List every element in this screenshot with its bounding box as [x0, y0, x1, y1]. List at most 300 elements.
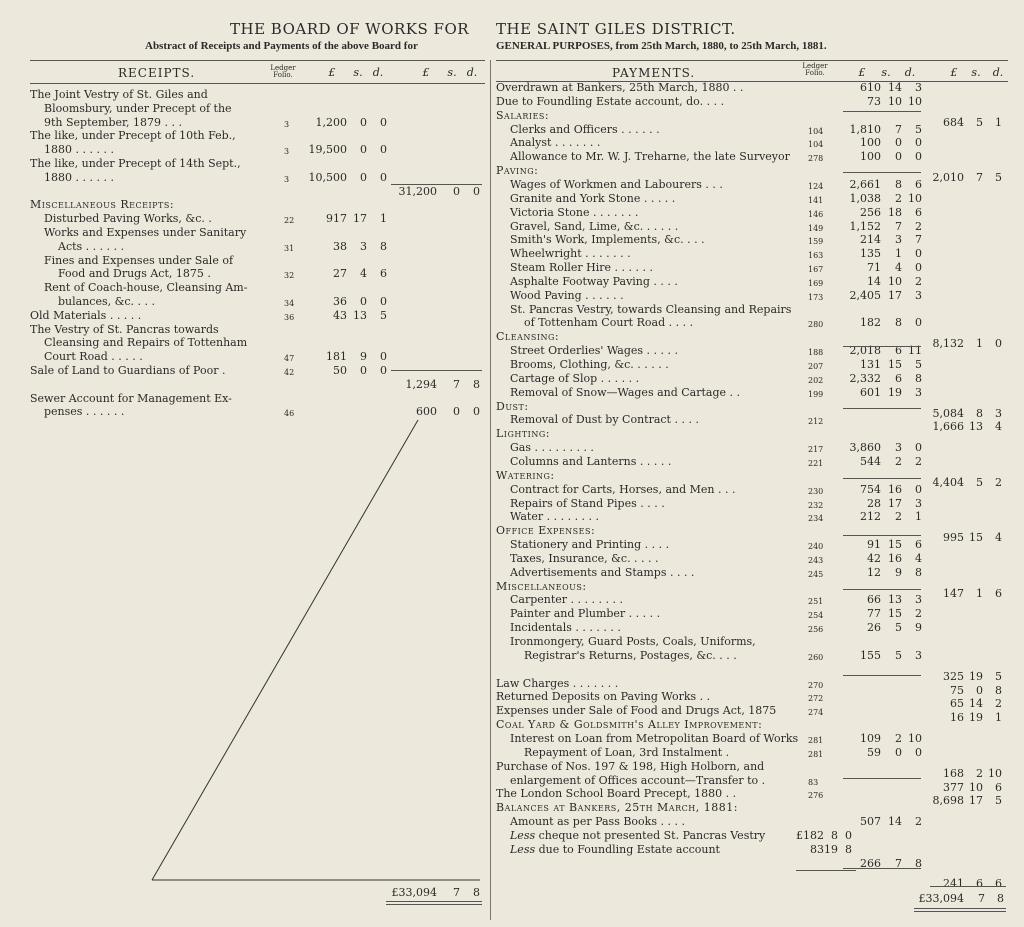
ledger-folio: 207 [808, 362, 824, 371]
ledger-folio: 260 [808, 652, 824, 662]
ledger-folio: 3 [284, 174, 290, 184]
amount-pounds: 325 [943, 669, 964, 683]
line-text: Miscellaneous: [496, 579, 587, 593]
amount-pence: 6 [915, 205, 922, 219]
amount-pounds: 26 [867, 621, 881, 635]
amount-pounds: 12 [867, 565, 881, 579]
amount-pounds: 131 [860, 358, 881, 371]
amount-shillings: 8 [831, 828, 838, 842]
line-text: Rent of Coach-house, Cleansing Am- [44, 281, 248, 295]
amount-pence: 3 [915, 385, 922, 399]
ledger-folio: 234 [808, 514, 824, 524]
amount-shillings: 0 [360, 295, 367, 308]
line-text: Fines and Expenses under Sale of [44, 253, 234, 267]
line-text: Cartage of Slop . . . . . . [510, 371, 640, 385]
amount-pounds: 16 [950, 711, 964, 725]
ledger-folio: 212 [808, 417, 824, 427]
ledger-folio: 104 [808, 126, 824, 136]
amount-pence: 0 [915, 136, 922, 150]
currency-heading: s. [447, 66, 457, 79]
line-text: Watering: [496, 468, 555, 482]
line-text: Miscellaneous Receipts: [30, 198, 175, 212]
amount-pounds: 2,018 [849, 344, 881, 358]
currency-heading: d. [992, 66, 1004, 79]
amount-shillings: 17 [888, 496, 902, 510]
amount-pence: 4 [995, 420, 1002, 434]
amount-pence: 10 [988, 766, 1002, 780]
amount-pounds: 38 [333, 239, 347, 253]
line-text: Sewer Account for Management Ex- [30, 391, 232, 405]
amount-shillings: 8 [895, 316, 902, 330]
line-text: Street Orderlies' Wages . . . . . [510, 344, 679, 358]
amount-shillings: 14 [888, 81, 902, 94]
amount-shillings: 15 [969, 531, 983, 545]
line-text: Smith's Work, Implements, &c. . . . [510, 233, 705, 247]
ledger-folio: 169 [808, 278, 824, 288]
amount-pounds: 684 [943, 115, 964, 129]
ledger-folio: 281 [808, 749, 824, 759]
amount-pounds: 212 [860, 510, 881, 524]
amount-pounds: 168 [943, 766, 964, 780]
amount-pence: 10 [908, 94, 922, 108]
ledger-folio: 281 [808, 735, 824, 745]
payments-ledger-folio-heading: Ledger Folio. [802, 62, 828, 77]
line-text: Columns and Lanterns . . . . . [510, 454, 672, 468]
line-text: Taxes, Insurance, &c. . . . . [510, 551, 659, 565]
amount-shillings: 16 [888, 551, 902, 565]
line-text: Old Materials . . . . . [30, 308, 142, 322]
line-text: Stationery and Printing . . . . [510, 538, 670, 552]
amount-pence: 1 [380, 212, 387, 226]
amount-pounds: 1,152 [849, 219, 881, 233]
amount-pounds: 601 [860, 385, 881, 399]
amount-pence: 0 [915, 150, 922, 164]
amount-pounds: 241 [943, 877, 964, 891]
amount-pence: 2 [915, 607, 922, 621]
line-text: Wages of Workmen and Labourers . . . [510, 177, 723, 191]
line-text: St. Pancras Vestry, towards Cleansing and Repairs [510, 302, 792, 316]
ledger-folio: 256 [808, 625, 824, 635]
line-text: Less cheque not presented St. Pancras Vestry [510, 828, 766, 842]
amount-pence: 2 [915, 815, 922, 829]
currency-heading: s. [353, 66, 363, 79]
currency-heading: £ [858, 66, 866, 79]
line-text-italic: Less [510, 842, 536, 856]
amount-pounds: 2,332 [849, 371, 881, 385]
amount-shillings: 0 [360, 143, 367, 157]
ledger-folio: 141 [808, 195, 824, 205]
line-text: Paving: [496, 164, 539, 178]
ledger-folio: 278 [808, 154, 824, 164]
amount-shillings: 0 [360, 115, 367, 129]
amount-pounds: 28 [867, 496, 881, 510]
amount-pence: 8 [995, 683, 1002, 697]
line-text: Disturbed Paving Works, &c. . [44, 212, 212, 226]
currency-heading: d. [372, 66, 384, 79]
ledger-folio: 202 [808, 375, 824, 385]
amount-pounds: 600 [416, 405, 437, 419]
receipts-ledger-folio-heading: Ledger Folio. [270, 64, 296, 79]
amount-pounds: 147 [943, 586, 964, 600]
line-text: 9th September, 1879 . . . [44, 115, 183, 129]
amount-shillings: 19 [824, 842, 838, 856]
amount-shillings: 19 [888, 385, 902, 399]
amount-shillings: 19 [969, 711, 983, 725]
amount-pence: 0 [995, 337, 1002, 351]
amount-pence: 5 [380, 308, 387, 322]
amount-shillings: 1 [976, 586, 983, 600]
amount-pence: 2 [995, 697, 1002, 711]
amount-pence: 8 [380, 239, 387, 253]
ledger-folio: 240 [808, 542, 824, 552]
amount-pounds: 1,200 [315, 115, 347, 129]
line-text: bulances, &c. . . . [58, 295, 156, 308]
ledger-folio: 42 [284, 368, 295, 377]
amount-pence: 0 [380, 364, 387, 377]
currency-heading: £ [950, 66, 958, 79]
line-text-italic: Less [510, 828, 536, 842]
amount-pence: 5 [995, 669, 1002, 683]
line-text: Repairs of Stand Pipes . . . . [510, 496, 665, 510]
amount-pounds: 256 [860, 205, 881, 219]
amount-pounds: 19,500 [308, 143, 347, 157]
line-text: Coal Yard & Goldsmith's Alley Improvement: [496, 718, 763, 732]
line-text: Incidentals . . . . . . . [510, 621, 621, 635]
payments-total-rule-2 [914, 911, 1006, 912]
line-text: Ironmongery, Guard Posts, Coals, Uniforms, [510, 635, 756, 648]
line-text: The like, under Precept of 14th Sept., [30, 157, 241, 170]
ledger-folio: 83 [808, 777, 819, 787]
amount-pounds: 14 [867, 274, 881, 288]
amount-shillings: 0 [895, 136, 902, 150]
currency-heading: d. [466, 66, 478, 79]
payments-total-pence: 8 [997, 892, 1004, 905]
ledger-folio: 46 [284, 409, 295, 419]
line-text: Balances at Bankers, 25th March, 1881: [496, 801, 738, 815]
amount-shillings: 9 [360, 350, 367, 364]
amount-pounds: 610 [860, 81, 881, 94]
line-text: The like, under Precept of 10th Feb., [30, 129, 236, 143]
amount-pence: 3 [915, 496, 922, 510]
amount-shillings: 0 [895, 745, 902, 759]
amount-shillings: 17 [969, 794, 983, 808]
amount-pounds: 377 [943, 780, 964, 794]
ledger-folio: 280 [808, 320, 824, 330]
amount-shillings: 4 [895, 261, 902, 275]
amount-shillings: 15 [888, 358, 902, 371]
line-text: Analyst . . . . . . . [510, 136, 601, 150]
amount-pounds: 36 [333, 295, 347, 308]
line-text: Water . . . . . . . . [510, 510, 600, 524]
amount-pounds: 65 [950, 697, 964, 711]
amount-pounds: 109 [860, 731, 881, 745]
line-text: The Joint Vestry of St. Giles and [30, 88, 208, 101]
ledger-folio: 254 [808, 611, 824, 621]
amount-pence: 0 [915, 261, 922, 275]
line-text: of Tottenham Court Road . . . . [524, 316, 694, 330]
line-text: Law Charges . . . . . . . [496, 676, 619, 690]
line-text: Food and Drugs Act, 1875 . [58, 267, 211, 281]
receipts-total-pence: 8 [473, 886, 480, 899]
amount-shillings: 0 [976, 683, 983, 697]
amount-pence: 4 [915, 551, 922, 565]
amount-pounds: 71 [867, 261, 881, 275]
amount-pounds: 544 [860, 454, 881, 468]
amount-shillings: 6 [895, 344, 902, 358]
amount-pence: 8 [845, 842, 852, 856]
amount-shillings: 2 [976, 766, 983, 780]
line-text: The Vestry of St. Pancras towards [30, 322, 219, 336]
ledger-folio: 163 [808, 251, 824, 261]
amount-pence: 8 [915, 856, 922, 870]
currency-heading: s. [971, 66, 981, 79]
amount-pence: 3 [915, 648, 922, 662]
ledger-folio: 270 [808, 680, 824, 690]
line-text: The London School Board Precept, 1880 . . [496, 787, 737, 801]
line-text: Advertisements and Stamps . . . . [510, 565, 695, 579]
line-text: Amount as per Pass Books . . . . [510, 815, 685, 829]
line-text: Cleansing: [496, 330, 560, 344]
amount-pounds: 1,294 [405, 377, 437, 391]
line-text: Carpenter . . . . . . . . [510, 593, 624, 607]
line-text: Overdrawn at Bankers, 25th March, 1880 . . [496, 81, 744, 94]
line-text: Victoria Stone . . . . . . . [510, 205, 639, 219]
amount-pence: 0 [380, 143, 387, 157]
amount-pence: 1 [995, 115, 1002, 129]
amount-pounds: 2,010 [932, 171, 964, 185]
receipts-total-pounds: £33,094 [391, 886, 437, 899]
currency-heading: £ [328, 66, 336, 79]
amount-pence: 6 [380, 267, 387, 281]
line-text: Less due to Foundling Estate account [510, 842, 720, 856]
amount-pounds: 266 [860, 856, 881, 870]
title-right: THE SAINT GILES DISTRICT. [496, 20, 736, 38]
amount-pence: 5 [995, 794, 1002, 808]
amount-pounds: 2,405 [849, 288, 881, 302]
ledger-folio: 124 [808, 181, 824, 191]
amount-pence: 6 [915, 177, 922, 191]
line-text: Acts . . . . . . [58, 239, 125, 253]
amount-pence: 0 [845, 828, 852, 842]
amount-pence: 8 [473, 377, 480, 391]
amount-pounds: 43 [333, 308, 347, 322]
amount-shillings: 1 [976, 337, 983, 351]
amount-pence: 0 [915, 316, 922, 330]
payments-total-pounds: £33,094 [918, 892, 964, 905]
amount-pounds: 91 [867, 538, 881, 552]
line-text: Court Road . . . . . [44, 350, 143, 364]
amount-shillings: 2 [895, 454, 902, 468]
amount-pence: 2 [915, 274, 922, 288]
amount-shillings: 3 [360, 239, 367, 253]
amount-pence: 10 [908, 731, 922, 745]
line-text: Works and Expenses under Sanitary [44, 226, 247, 239]
line-text: Lighting: [496, 427, 550, 441]
amount-pence: 6 [915, 538, 922, 552]
line-text: Steam Roller Hire . . . . . . [510, 261, 653, 275]
ledger-folio: 146 [808, 209, 824, 219]
amount-pence: 8 [915, 565, 922, 579]
amount-pence: 0 [915, 745, 922, 759]
amount-shillings: 3 [895, 441, 902, 455]
amount-shillings: 7 [453, 377, 460, 391]
line-text: Due to Foundling Estate account, do. . . . [496, 94, 725, 108]
amount-pounds: 10,500 [308, 170, 347, 184]
amount-pence: 2 [915, 454, 922, 468]
title-left: THE BOARD OF WORKS FOR [230, 20, 470, 38]
amount-pounds: 75 [950, 683, 964, 697]
amount-shillings: 17 [888, 288, 902, 302]
line-text: 1880 . . . . . . [44, 170, 114, 184]
line-text: Bloomsbury, under Precept of the [44, 101, 232, 115]
amount-pence: 3 [915, 288, 922, 302]
amount-pence: 5 [995, 171, 1002, 185]
amount-shillings: 6 [976, 877, 983, 891]
line-text: Gas . . . . . . . . . [510, 441, 594, 455]
line-text: penses . . . . . . [44, 405, 125, 419]
line-text: Registrar's Returns, Postages, &c. . . . [524, 648, 737, 662]
line-text: Gravel, Sand, Lime, &c. . . . . . [510, 219, 679, 233]
receipts-total-shillings: 7 [453, 886, 460, 899]
payments-total-rule [914, 908, 1006, 909]
amount-shillings: 0 [360, 170, 367, 184]
line-text: Wheelwright . . . . . . . [510, 247, 631, 261]
amount-pence: 2 [995, 475, 1002, 489]
ledger-folio: 217 [808, 445, 824, 455]
amount-pounds: 214 [860, 233, 881, 247]
line-text: Allowance to Mr. W. J. Treharne, the late Surveyor [510, 150, 790, 164]
amount-shillings: 7 [976, 171, 983, 185]
amount-pence: 5 [915, 358, 922, 371]
receipts-heading: RECEIPTS. [118, 66, 196, 80]
line-text: enlargement of Offices account—Transfer to . [510, 773, 766, 787]
amount-pounds: 155 [860, 648, 881, 662]
amount-pounds: 42 [867, 551, 881, 565]
amount-pounds: 100 [860, 150, 881, 164]
line-text: Purchase of Nos. 197 & 198, High Holborn, and [496, 759, 765, 773]
amount-pounds: 1,038 [849, 191, 881, 205]
ledger-folio: 22 [284, 216, 295, 226]
amount-shillings: 8 [976, 406, 983, 420]
ledger-folio: 274 [808, 708, 824, 718]
amount-shillings: 10 [888, 94, 902, 108]
amount-pounds: 135 [860, 247, 881, 261]
ledger-folio: 221 [808, 458, 824, 468]
amount-pence: 0 [915, 441, 922, 455]
amount-pence: 6 [995, 780, 1002, 794]
amount-shillings: 14 [969, 697, 983, 711]
amount-shillings: 6 [895, 371, 902, 385]
ledger-folio: 159 [808, 237, 824, 247]
amount-pounds: 66 [867, 593, 881, 607]
amount-shillings: 5 [895, 648, 902, 662]
amount-pounds: 507 [860, 815, 881, 829]
line-text: Interest on Loan from Metropolitan Board of Works [510, 731, 799, 745]
ledger-folio: 167 [808, 265, 824, 275]
amount-pounds: 1,666 [932, 420, 964, 434]
amount-pounds: 182 [860, 316, 881, 330]
currency-heading: d. [904, 66, 916, 79]
subtitle-left: Abstract of Receipts and Payments of the above Board for [145, 40, 418, 52]
ledger-folio: 34 [284, 299, 295, 308]
amount-pence: 1 [995, 711, 1002, 725]
amount-shillings: 2 [895, 191, 902, 205]
amount-pence: 8 [915, 371, 922, 385]
amount-shillings: 3 [895, 233, 902, 247]
line-text: Removal of Snow—Wages and Cartage . . [510, 385, 741, 399]
amount-shillings: 0 [360, 364, 367, 377]
amount-pounds: 754 [860, 482, 881, 496]
ledger-folio: 243 [808, 555, 824, 565]
amount-pence: 0 [380, 170, 387, 184]
ledger-folio: 232 [808, 500, 824, 510]
amount-shillings: 0 [453, 405, 460, 419]
amount-pence: 3 [915, 81, 922, 94]
amount-shillings: 15 [888, 607, 902, 621]
amount-pence: 0 [473, 184, 480, 198]
amount-pence: 3 [915, 593, 922, 607]
line-text: Brooms, Clothing, &c. . . . . . [510, 358, 669, 371]
amount-shillings: 10 [969, 780, 983, 794]
line-text: Wood Paving . . . . . . [510, 288, 624, 302]
line-text: Salaries: [496, 108, 550, 122]
amount-pounds: 3,860 [849, 441, 881, 455]
line-text: Clerks and Officers . . . . . . [510, 122, 660, 136]
ledger-folio: 276 [808, 791, 824, 801]
amount-shillings: 19 [969, 669, 983, 683]
amount-pounds: 2,661 [849, 177, 881, 191]
amount-shillings: 5 [976, 115, 983, 129]
ledger-folio: 36 [284, 312, 295, 322]
amount-shillings: 16 [888, 482, 902, 496]
line-text: Office Expenses: [496, 524, 596, 538]
amount-pounds: 31,200 [398, 184, 437, 198]
ledger-folio: 251 [808, 597, 824, 607]
line-text: Removal of Dust by Contract . . . . [510, 413, 699, 427]
payments-heading: PAYMENTS. [612, 66, 696, 80]
amount-shillings: 9 [895, 565, 902, 579]
amount-pounds: 8,132 [932, 337, 964, 351]
line-text: Dust: [496, 399, 529, 413]
amount-pounds: 8,698 [932, 794, 964, 808]
amount-shillings: 0 [895, 150, 902, 164]
amount-shillings: 4 [360, 267, 367, 281]
amount-pence: 11 [908, 344, 922, 358]
ledger-folio: 47 [284, 354, 295, 364]
amount-shillings: 0 [453, 184, 460, 198]
line-text: Sale of Land to Guardians of Poor . [30, 364, 226, 377]
ledger-folio: 272 [808, 694, 824, 704]
receipts-total-rule [386, 901, 482, 902]
amount-pence: 4 [995, 531, 1002, 545]
amount-pence: 6 [995, 877, 1002, 891]
ledger-folio: 199 [808, 389, 824, 399]
amount-pounds: £182 [796, 828, 824, 842]
amount-pence: 3 [995, 406, 1002, 420]
line-text: Cleansing and Repairs of Tottenham [44, 336, 248, 350]
amount-pence: 5 [915, 122, 922, 136]
amount-pounds: 917 [326, 212, 347, 226]
amount-pounds: 77 [867, 607, 881, 621]
ledger-folio: 188 [808, 348, 824, 358]
ledger-folio: 149 [808, 223, 824, 233]
amount-shillings: 2 [895, 510, 902, 524]
amount-pounds: 27 [333, 267, 347, 281]
amount-pounds: 73 [867, 94, 881, 108]
amount-shillings: 18 [888, 205, 902, 219]
ledger-folio: 32 [284, 271, 295, 281]
ledger-folio: 104 [808, 140, 824, 150]
